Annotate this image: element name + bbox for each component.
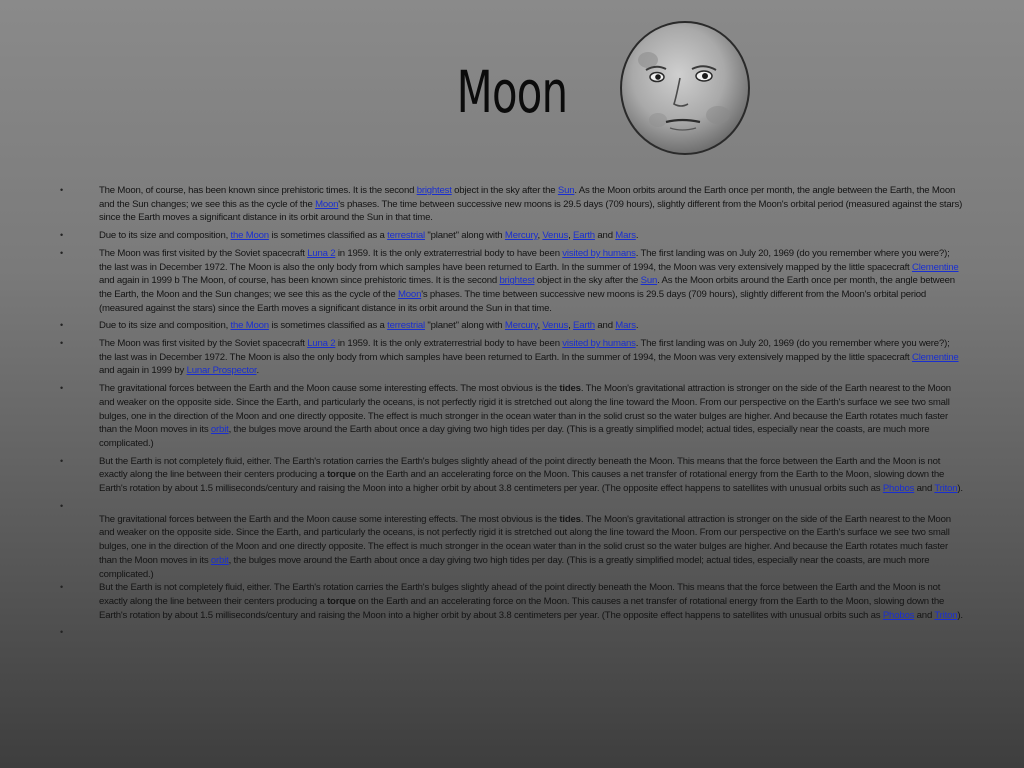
link-phobos[interactable]: Phobos [882, 609, 915, 621]
list-item: • The Moon, of course, has been known since prehistoric times. It is the second brightest object in the sky after the Sun. As the Moon orbits around the Earth once per month, the angle between the Earth, the Moon and the Sun changes; we see this as the cycle of the Moon's phases. The time between successive new moons is 29.5 days (709 hours), slightly different from the Moon's orbital period (measured against the stars) since the Earth moves a significant distance in its orbit around the Sun in that time. [58, 184, 964, 225]
link-moon[interactable]: Moon [315, 198, 339, 210]
list-item: • The Moon was first visited by the Soviet spacecraft Luna 2 in 1959. It is the only extraterrestrial body to have been visited by humans. The first landing was on July 20, 1969 (do you remember where you were?); the last was in December 1972. The Moon is also the only body from which samples have been returned to Earth. In the summer of 1994, the Moon was very extensively mapped by the little spacecraft Clementine and again in 1999 by Lunar Prospector. [58, 337, 964, 378]
link-sun[interactable]: Sun [640, 275, 658, 287]
link-visited-by-humans[interactable]: visited by humans [562, 338, 636, 350]
list-item: • But the Earth is not completely fluid, either. The Earth's rotation carries the Earth's bulges slightly ahead of the point directly beneath the Moon. This means that the force between the Earth and the Moon is not exactly along the line between their centers producing a torque on the Earth and an accelerating force on the Moon. This causes a net transfer of rotational energy from the Earth to the Moon, slowing down the Earth's rotation by about 1.5 milliseconds/century and raising the Moon into a higher orbit by about 3.8 centimeters per year. (The opposite effect happens to satellites with unusual orbits such as Phobos and Triton). [58, 455, 964, 496]
link-sun[interactable]: Sun [557, 185, 575, 196]
link-phobos[interactable]: Phobos [882, 483, 915, 495]
link-visited-by-humans[interactable]: visited by humans [562, 247, 636, 259]
link-venus[interactable]: Venus [542, 320, 569, 332]
list-item: • But the Earth is not completely fluid, either. The Earth's rotation carries the Earth's bulges slightly ahead of the point directly beneath the Moon. This means that the force between the Earth and the Moon is not exactly along the line between their centers producing a torque on the Earth and an accelerating force on the Moon. This causes a net transfer of rotational energy from the Earth to the Moon, slowing down the Earth's rotation by about 1.5 milliseconds/century and raising the Moon into a higher orbit by about 3.8 centimeters per year. (The opposite effect happens to satellites with unusual orbits such as Phobos and Triton). [58, 581, 964, 622]
link-mercury[interactable]: Mercury [504, 320, 538, 332]
link-orbit[interactable]: orbit [210, 554, 229, 566]
list-item: • The Moon was first visited by the Soviet spacecraft Luna 2 in 1959. It is the only extraterrestrial body to have been visited by humans. The first landing was on July 20, 1969 (do you remember where you were?); the last was in December 1972. The Moon is also the only body from which samples have been returned to Earth. In the summer of 1994, the Moon was very extensively mapped by the little spacecraft Clementine and again in 1999 b The Moon, of course, has been known since prehistoric times. It is the second brightest object in the sky after the Sun. As the Moon orbits around the Earth once per month, the angle between the Earth, the Moon and the Sun changes; we see this as the cycle of the Moon's phases. The time between successive new moons is 29.5 days (709 hours), slightly different from the Moon's orbital period (measured against the stars) since the Earth moves a significant distance in its orbit around the Sun in that time. [58, 247, 964, 316]
link-the-moon[interactable]: the Moon [230, 230, 269, 242]
link-earth[interactable]: Earth [573, 230, 595, 242]
link-triton[interactable]: Triton [934, 609, 958, 621]
bullet-content [58, 184, 964, 643]
link-orbit[interactable]: orbit [210, 424, 229, 436]
list-item: • Due to its size and composition, the Moon is sometimes classified as a terrestrial "planet" along with Mercury, Venus, Earth and Mars. [58, 229, 964, 243]
slide-title: Moon [456, 58, 568, 126]
link-triton[interactable]: Triton [934, 483, 958, 495]
link-venus[interactable]: Venus [542, 230, 569, 242]
moon-face-illustration [618, 20, 752, 156]
link-terrestrial[interactable]: terrestrial [387, 320, 425, 332]
link-mercury[interactable]: Mercury [504, 230, 538, 242]
link-brightest[interactable]: brightest [416, 185, 452, 196]
link-mars[interactable]: Mars [615, 230, 636, 242]
link-moon[interactable]: Moon [398, 288, 422, 300]
link-lunar-prospector[interactable]: Lunar Prospector [186, 365, 257, 377]
list-item: • The gravitational forces between the Earth and the Moon cause some interesting effects. The most obvious is the tides. The Moon's gravitational attraction is stronger on the side of the Earth nearest to the Moon and weaker on the opposite side. Since the Earth, and particularly the oceans, is not perfectly rigid it is stretched out along the line toward the Moon. From our perspective on the Earth's surface we see two small bulges, one in the direction of the Moon and one directly opposite. The effect is much stronger in the ocean water than in the solid crust so the water bulges are higher. And because the Earth rotates much faster than the Moon moves in its orbit, the bulges move around the Earth about once a day giving two high tides per day. (This is a greatly simplified model; actual tides, especially near the coasts, are much more complicated.) [58, 500, 964, 582]
list-item: • The gravitational forces between the Earth and the Moon cause some interesting effects. The most obvious is the tides. The Moon's gravitational attraction is stronger on the side of the Earth nearest to the Moon and weaker on the opposite side. Since the Earth, and particularly the oceans, is not perfectly rigid it is stretched out along the line toward the Moon. From our perspective on the Earth's surface we see two small bulges, one in the direction of the Moon and one directly opposite. The effect is much stronger in the ocean water than in the solid crust so the water bulges are higher. And because the Earth rotates much faster than the Moon moves in its orbit, the bulges move around the Earth about once a day giving two high tides per day. (This is a greatly simplified model; actual tides, especially near the coasts, are much more complicated.) [58, 382, 964, 451]
link-clementine[interactable]: Clementine [911, 261, 959, 273]
link-brightest[interactable]: brightest [499, 275, 535, 287]
list-item: • Due to its size and composition, the Moon is sometimes classified as a terrestrial "planet" along with Mercury, Venus, Earth and Mars. [58, 319, 964, 333]
link-earth[interactable]: Earth [573, 320, 595, 332]
link-luna-2[interactable]: Luna 2 [307, 247, 336, 259]
bullet-list [58, 184, 964, 639]
list-item-empty [58, 626, 964, 639]
link-terrestrial[interactable]: terrestrial [387, 230, 425, 242]
link-clementine[interactable]: Clementine [911, 351, 959, 363]
link-luna-2[interactable]: Luna 2 [307, 338, 336, 350]
link-the-moon[interactable]: the Moon [230, 320, 269, 332]
link-mars[interactable]: Mars [615, 320, 636, 332]
